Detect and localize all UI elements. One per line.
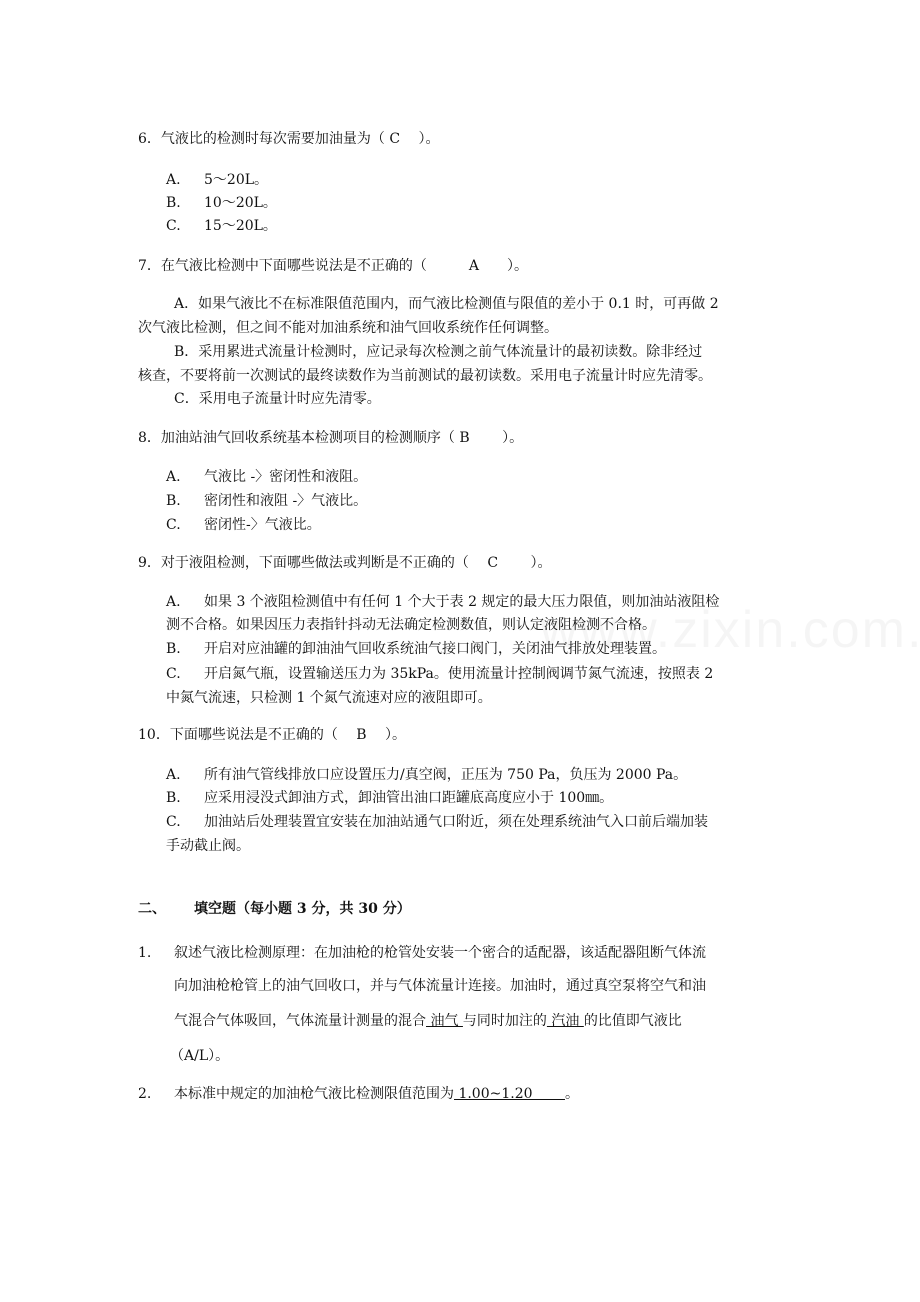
fill-1-line3 [174, 1011, 682, 1031]
question-10-option-b [166, 788, 613, 808]
option-text: 10～20L。 [204, 195, 277, 211]
option-label: C. [166, 218, 181, 234]
fill-1-number: 1. [138, 945, 152, 961]
question-9-option-c-line2: 中氮气流速，只检测 1 个氮气流速对应的液阻即可。 [166, 690, 492, 706]
fill-2-text-b: 。 [564, 1086, 579, 1102]
option-label: B. [166, 195, 181, 211]
option-text: 应采用浸没式卸油方式，卸油管出油口距罐底高度应小于 100㎜。 [204, 790, 614, 806]
option-text: 如果 3 个液阻检测值中有任何 1 个大于表 2 规定的最大压力限值，则加油站液阻检 [204, 594, 720, 610]
option-label: B. [166, 641, 181, 657]
fill-2-number: 2. [138, 1086, 152, 1102]
fill-2-blank: 1.00~1.20 [454, 1086, 565, 1102]
fill-1-line1: 叙述气液比检测原理：在加油枪的枪管处安装一个密合的适配器，该适配器阻断气体流 [174, 945, 706, 961]
option-text: 加油站后处理装置宜安装在加油站通气口附近，须在处理系统油气入口前后端加装 [204, 814, 708, 830]
question-8-option-a [166, 467, 367, 487]
option-text: 开启氮气瓶，设置输送压力为 35kPa。使用流量计控制阀调节氮气流速，按照表 2 [204, 666, 714, 682]
option-label: A. [166, 172, 181, 188]
fill-1-text-b: 与同时加注的 [462, 1013, 547, 1029]
question-6-stem: 6．气液比的检测时每次需要加油量为（ C ）。 [138, 131, 440, 147]
option-label: A. [166, 469, 181, 485]
question-6-option-b [166, 193, 277, 213]
option-text: 密闭性-〉气液比。 [204, 517, 321, 533]
question-7-option-b-line2: 核查，不要将前一次测试的最终读数作为当前测试的最初读数。采用电子流量计时应先清零。 [138, 368, 712, 384]
fill-2-line [174, 1084, 579, 1104]
question-6-option-a [166, 170, 268, 190]
question-9-stem: 9．对于液阻检测，下面哪些做法或判断是不正确的（ C ）。 [138, 555, 552, 571]
fill-1-line4: （A/L）。 [170, 1048, 230, 1064]
option-label: C. [166, 666, 181, 682]
question-10-option-c-line2: 手动截止阀。 [166, 838, 250, 854]
section-2-number: 二、 [138, 901, 166, 917]
option-text: 所有油气管线排放口应设置压力/真空阀，正压为 750 Pa，负压为 2000 Pa。 [204, 767, 688, 783]
option-label: A. [166, 767, 181, 783]
question-7-option-a-line2: 次气液比检测，但之间不能对加油系统和油气回收系统作任何调整。 [138, 320, 558, 336]
question-7-stem: 7．在气液比检测中下面哪些说法是不正确的（ A ）。 [138, 258, 529, 274]
question-7-option-b-line1: B．采用累进式流量计检测时，应记录每次检测之前气体流量计的最初读数。除非经过 [174, 344, 703, 360]
question-9-option-a-line1 [166, 592, 719, 612]
fill-1-text-a: 气混合气体吸回，气体流量计测量的混合 [174, 1013, 426, 1029]
option-label: C. [166, 517, 181, 533]
section-2-title: 填空题（每小题 3 分，共 30 分） [194, 901, 411, 917]
option-text: 5～20L。 [204, 172, 269, 188]
question-10-option-c-line1 [166, 812, 708, 832]
question-8-option-b [166, 491, 367, 511]
option-label: C. [166, 814, 181, 830]
question-8-option-c [166, 515, 321, 535]
fill-1-blank-1: 油气 [426, 1013, 463, 1029]
option-text: 15～20L。 [204, 218, 277, 234]
question-7-option-a-line1: A．如果气液比不在标准限值范围内，而气液比检测值与限值的差小于 0.1 时，可再做 2 [174, 296, 719, 312]
fill-1-text-c: 的比值即气液比 [583, 1013, 682, 1029]
question-10-option-a [166, 765, 687, 785]
fill-1-line2: 向加油枪枪管上的油气回收口，并与气体流量计连接。加油时，通过真空泵将空气和油 [174, 978, 706, 994]
option-label: B. [166, 790, 181, 806]
question-9-option-a-line2: 测不合格。如果因压力表指针抖动无法确定检测数值，则认定液阻检测不合格。 [166, 617, 656, 633]
question-6-option-c [166, 216, 277, 236]
question-9-option-c-line1 [166, 664, 713, 684]
question-10-stem: 10．下面哪些说法是不正确的（ B ）。 [138, 727, 407, 743]
question-9-option-b [166, 639, 666, 659]
question-7-option-c-line1: C．采用电子流量计时应先清零。 [174, 391, 381, 407]
fill-1-blank-2: 汽油 [546, 1013, 584, 1029]
option-text: 密闭性和液阻 -〉气液比。 [204, 493, 368, 509]
option-label: A. [166, 594, 181, 610]
option-text: 开启对应油罐的卸油油气回收系统油气接口阀门，关闭油气排放处理装置。 [204, 641, 666, 657]
fill-2-text-a: 本标准中规定的加油枪气液比检测限值范围为 [174, 1086, 454, 1102]
question-8-stem: 8．加油站油气回收系统基本检测项目的检测顺序（ B ）。 [138, 430, 524, 446]
option-label: B. [166, 493, 181, 509]
option-text: 气液比 -〉密闭性和液阻。 [204, 469, 368, 485]
